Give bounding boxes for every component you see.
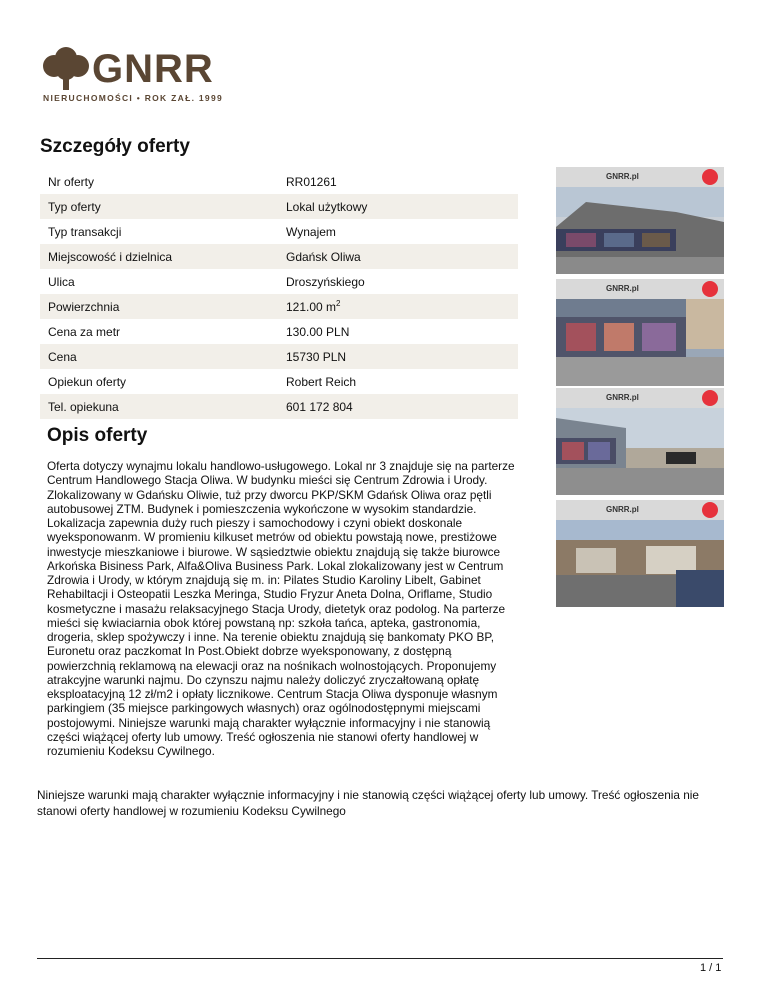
area-value: 121.00 m — [286, 300, 337, 314]
row-label: Tel. opiekuna — [40, 394, 278, 419]
description-title: Opis oferty — [47, 425, 148, 446]
tree-icon — [40, 46, 92, 92]
row-value: 15730 PLN — [278, 344, 518, 369]
offer-photo[interactable] — [556, 388, 724, 495]
table-row — [40, 369, 518, 394]
table-row — [40, 169, 518, 194]
offer-photo[interactable] — [556, 167, 724, 274]
row-label: Cena za metr — [48, 324, 121, 339]
table-row — [40, 194, 518, 219]
photo-watermark: GNRR.pl — [606, 393, 639, 402]
disclaimer-text: Niniejsze warunki mają charakter wyłącznie informacyjny i nie stanowią części wiążącej oferty lub umowy. Treść ogłoszenia nie stanowi oferty handlowej w rozumieniu Kodeksu Cywilnego — [37, 788, 699, 818]
details-table — [40, 169, 518, 419]
row-label: Ulica — [48, 274, 75, 289]
row-value: Droszyńskiego — [286, 274, 365, 289]
photo-watermark: GNRR.pl — [606, 284, 639, 293]
row-value: Robert Reich — [286, 374, 357, 389]
row-value: Lokal użytkowy — [278, 194, 518, 219]
table-row — [40, 394, 518, 419]
photo-watermark: GNRR.pl — [606, 505, 639, 514]
company-logo — [40, 46, 225, 106]
row-value: 601 172 804 — [278, 394, 518, 419]
row-label: Miejscowość i dzielnica — [40, 244, 278, 269]
details-title: Szczegóły oferty — [40, 136, 190, 157]
row-label: Typ transakcji — [48, 224, 122, 239]
table-row — [40, 294, 518, 319]
logo-tagline: NIERUCHOMOŚCI • ROK ZAŁ. 1999 — [43, 93, 223, 103]
table-row — [40, 219, 518, 244]
table-row — [40, 244, 518, 269]
row-label: Powierzchnia — [40, 294, 278, 319]
table-row — [40, 319, 518, 344]
table-row — [40, 344, 518, 369]
row-value: RR01261 — [286, 174, 337, 189]
offer-photo[interactable] — [556, 500, 724, 607]
row-value: Wynajem — [286, 224, 336, 239]
description-text: Oferta dotyczy wynajmu lokalu handlowo-usługowego. Lokal nr 3 znajduje się na parterze Centrum Handlowego Stacja Oliwa. W budynku mieści się Centrum Zdrowia i Urody. Zlokalizowany w Gdańsku Oliwie, tuż przy dworcu PKP/SKM Gdańsk Oliwa oraz pętli autobusowej ZTM. Budynek i pomieszczenia wykończone w wysokim standardzie. Lokalizacja zapewnia duży ruch pieszy i samochodowy i czyni obiekt doskonale wyeksponowanm. W promieniu kilkuset metrów od obiektu powstają nowe, prestiżowe inwestycje mieszkaniowe i biurowe. W sąsiedztwie obiektu znajdują się także biurowce Arkońska Bisiness Park, Alfa&Oliva Business Park. Lokal zlokalizowany jest w Centrum Zdrowia i Urody, w którym znajdują się m. in: Pilates Studio Karoliny Libelt, Gabinet Rehabiltacji i Osteopatii Leszka Meringa, Studio Fryzur Aneta Dolna, Oriflame, Studio kosmetyczne i masażu relaksacyjnego Stacja Urody, dietetyk oraz podolog. Na parterze mieści się kwiaciarnia obok której powstaną np: szkoła tańca, apteka, gastronomia, drogeria, sklep spożywczy i inne. Na terenie obiektu znajdują się bankomaty PKO BP, Euronetu oraz paczkomat In Post.Obiekt dobrze wyeksponowany, z dostępną powierzchnią reklamową na elewacji oraz na nośnikach wolnostojących. Proponujemy atrakcyjne warunki najmu. Do czynszu najmu należy doliczyć zryczałtowaną opłatę eksploatacyjną 12 zł/m2 i opłaty licznikowe. Centrum Stacja Oliwa dysponuje własnym parkingiem (35 miejsce parkingowych własnych) oraz ogólnodostępnymi miejscami postojowymi. Niniejsze warunki mają charakter wyłącznie informacyjny i nie stanowią części wiążącej oferty lub umowy. Treść ogłoszenia nie stanowi oferty handlowej w rozumieniu Kodeksu Cywilnego. — [47, 459, 515, 758]
row-label: Nr oferty — [48, 174, 95, 189]
row-label: Opiekun oferty — [48, 374, 127, 389]
row-label: Typ oferty — [40, 194, 278, 219]
offer-photo[interactable] — [556, 279, 724, 386]
footer-divider — [37, 958, 723, 959]
logo-brand: GNRR — [92, 47, 214, 91]
table-row — [40, 269, 518, 294]
row-value: 130.00 PLN — [286, 324, 350, 339]
page-number: 1 / 1 — [700, 962, 722, 974]
row-value: Gdańsk Oliwa — [278, 244, 518, 269]
row-value — [278, 294, 518, 319]
row-label: Cena — [40, 344, 278, 369]
photo-watermark: GNRR.pl — [606, 172, 639, 181]
area-unit-exponent: 2 — [336, 299, 341, 308]
